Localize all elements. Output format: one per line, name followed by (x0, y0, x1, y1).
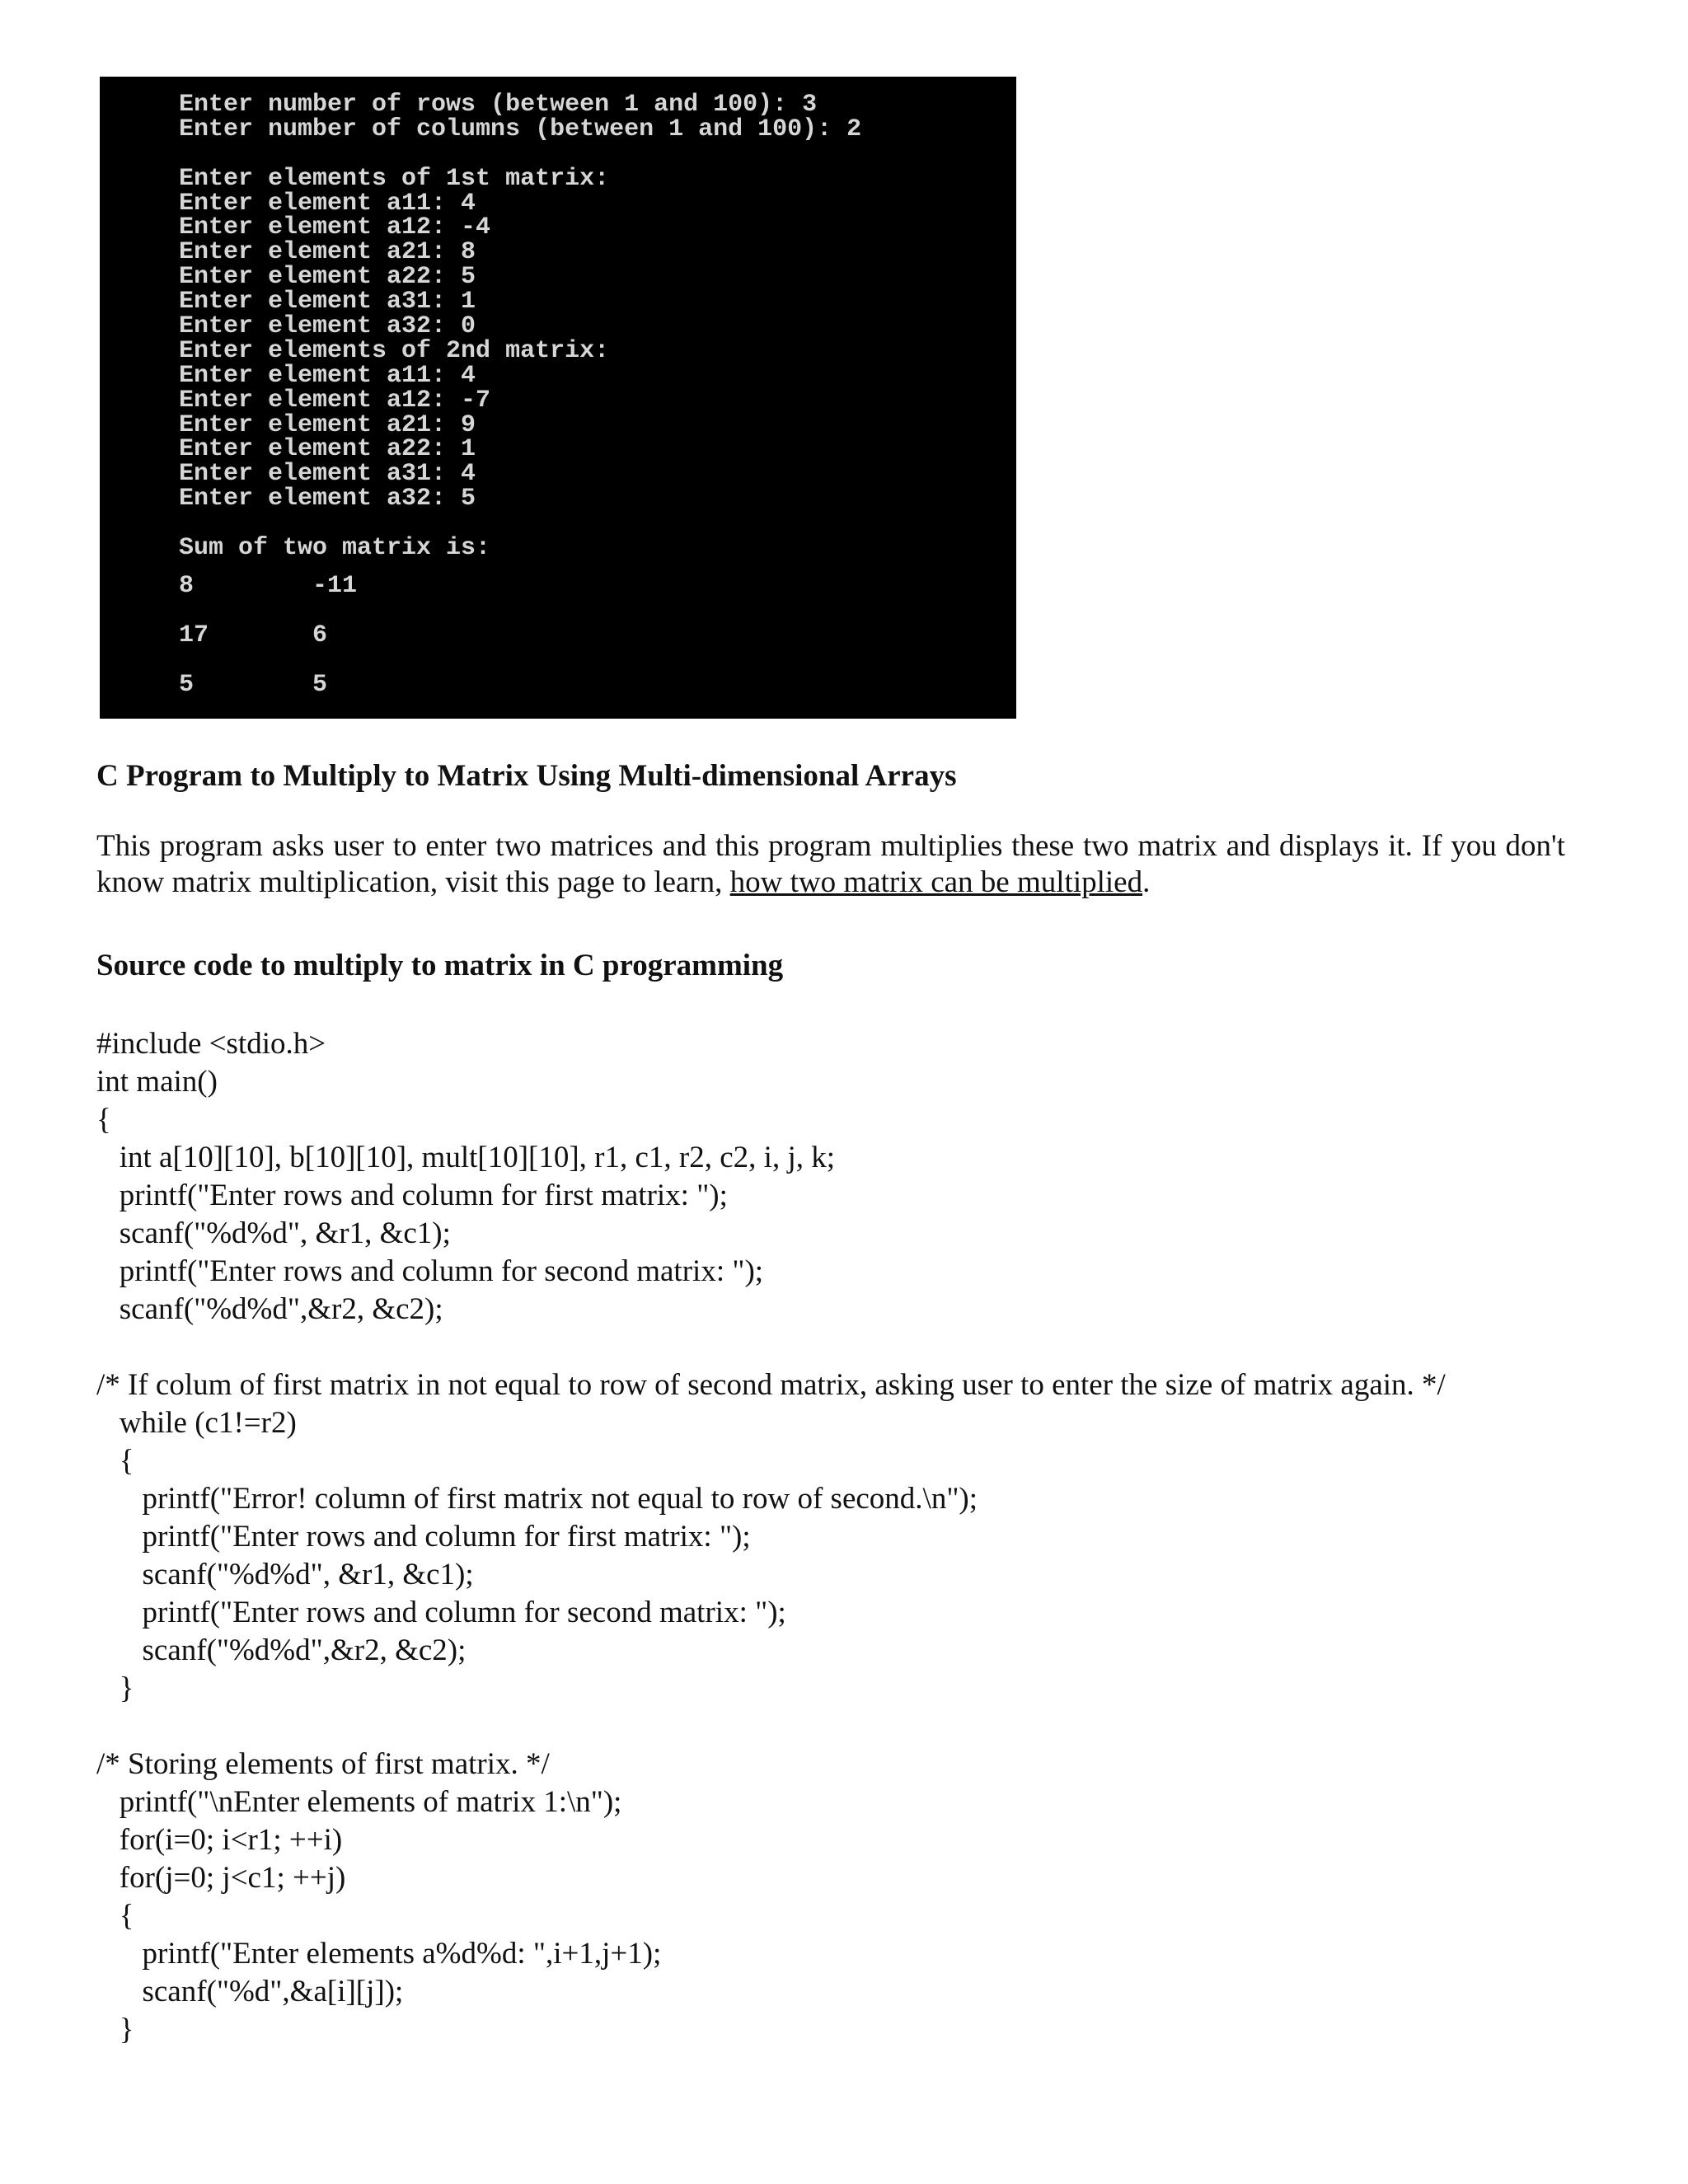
code-line: scanf("%d%d",&r2, &c2); (96, 1633, 467, 1667)
console-line: Enter element a32: 5 (179, 485, 476, 513)
console-line: Enter element a12: -7 (179, 386, 491, 415)
console-line: Enter elements of 1st matrix: (179, 164, 610, 193)
code-line: for(i=0; i<r1; ++i) (96, 1823, 343, 1857)
code-line: #include <stdio.h> (96, 1027, 326, 1061)
console-result-cell: 8 (179, 571, 195, 600)
code-line (96, 1329, 1580, 1366)
console-result-cell: 6 (312, 621, 328, 649)
code-line: } (96, 2013, 134, 2046)
console-line: Enter element a11: 4 (179, 361, 476, 390)
code-line: printf("\nEnter elements of matrix 1:\n"); (96, 1785, 622, 1819)
code-line: scanf("%d",&a[i][j]); (96, 1975, 404, 2008)
console-screenshot (100, 77, 1016, 719)
code-line: /* If colum of first matrix in not equal to row of second matrix, asking user to enter the size of matrix again. */ (96, 1368, 1446, 1402)
console-line: Enter element a22: 1 (179, 435, 476, 464)
console-line: Enter element a11: 4 (179, 189, 476, 218)
code-line: for(j=0; j<c1; ++j) (96, 1861, 346, 1895)
console-result-row (179, 561, 1016, 611)
console-line: Enter element a31: 4 (179, 460, 476, 489)
code-line: scanf("%d%d", &r1, &c1); (96, 1216, 451, 1250)
console-result-cell: 17 (179, 621, 209, 649)
section-heading-multiply: C Program to Multiply to Matrix Using Multi-dimensional Arrays (96, 759, 957, 793)
code-line: printf("Enter rows and column for second matrix: "); (96, 1596, 786, 1629)
code-line: { (96, 1899, 134, 1933)
code-line: printf("Enter rows and column for second matrix: "); (96, 1254, 764, 1288)
console-line: Enter element a21: 8 (179, 238, 476, 267)
code-line: int a[10][10], b[10][10], mult[10][10], r1, c1, r2, c2, i, j, k; (96, 1141, 836, 1174)
code-line: printf("Enter rows and column for first matrix: "); (96, 1179, 728, 1212)
console-result-cell: 5 (179, 670, 195, 699)
console-line: Enter element a22: 5 (179, 263, 476, 292)
code-line: printf("Error! column of first matrix not equal to row of second.\n"); (96, 1482, 978, 1516)
console-result-row (179, 660, 1016, 710)
code-line: { (96, 1444, 134, 1478)
intro-end: . (1142, 865, 1151, 899)
console-line: Enter element a32: 0 (179, 312, 476, 341)
console-result-cell: -11 (312, 571, 358, 600)
source-code-block (96, 1025, 1580, 2049)
console-line: Enter number of rows (between 1 and 100): 3 (179, 91, 818, 119)
console-result-cell: 5 (312, 670, 328, 699)
code-line: { (96, 1103, 111, 1137)
intro-text: This program asks user to enter two matrices and this program multiplies these two matrix and displays it. If you don't know matrix multiplication, visit this page to learn, (96, 829, 1565, 899)
console-line: Enter element a21: 9 (179, 410, 476, 439)
console-line: Enter element a12: -4 (179, 213, 491, 242)
code-line: scanf("%d%d", &r1, &c1); (96, 1558, 474, 1591)
code-line: scanf("%d%d",&r2, &c2); (96, 1292, 443, 1326)
code-line: int main() (96, 1065, 218, 1099)
console-line: Enter number of columns (between 1 and 100): 2 (179, 115, 862, 143)
code-line: printf("Enter rows and column for first matrix: "); (96, 1520, 751, 1554)
console-line: Enter element a31: 1 (179, 288, 476, 316)
intro-paragraph (96, 828, 1565, 901)
code-line: printf("Enter elements a%d%d: ",i+1,j+1); (96, 1937, 662, 1971)
console-line: Enter elements of 2nd matrix: (179, 336, 610, 365)
source-code-heading: Source code to multiply to matrix in C programming (96, 949, 784, 982)
console-result-row (179, 611, 1016, 660)
console-sum-label: Sum of two matrix is: (179, 534, 491, 563)
code-line: while (c1!=r2) (96, 1406, 297, 1440)
code-line: /* Storing elements of first matrix. */ (96, 1747, 550, 1781)
matrix-multiplication-link[interactable]: how two matrix can be multiplied (729, 865, 1143, 899)
code-line (96, 1708, 1580, 1746)
code-line: } (96, 1671, 134, 1705)
